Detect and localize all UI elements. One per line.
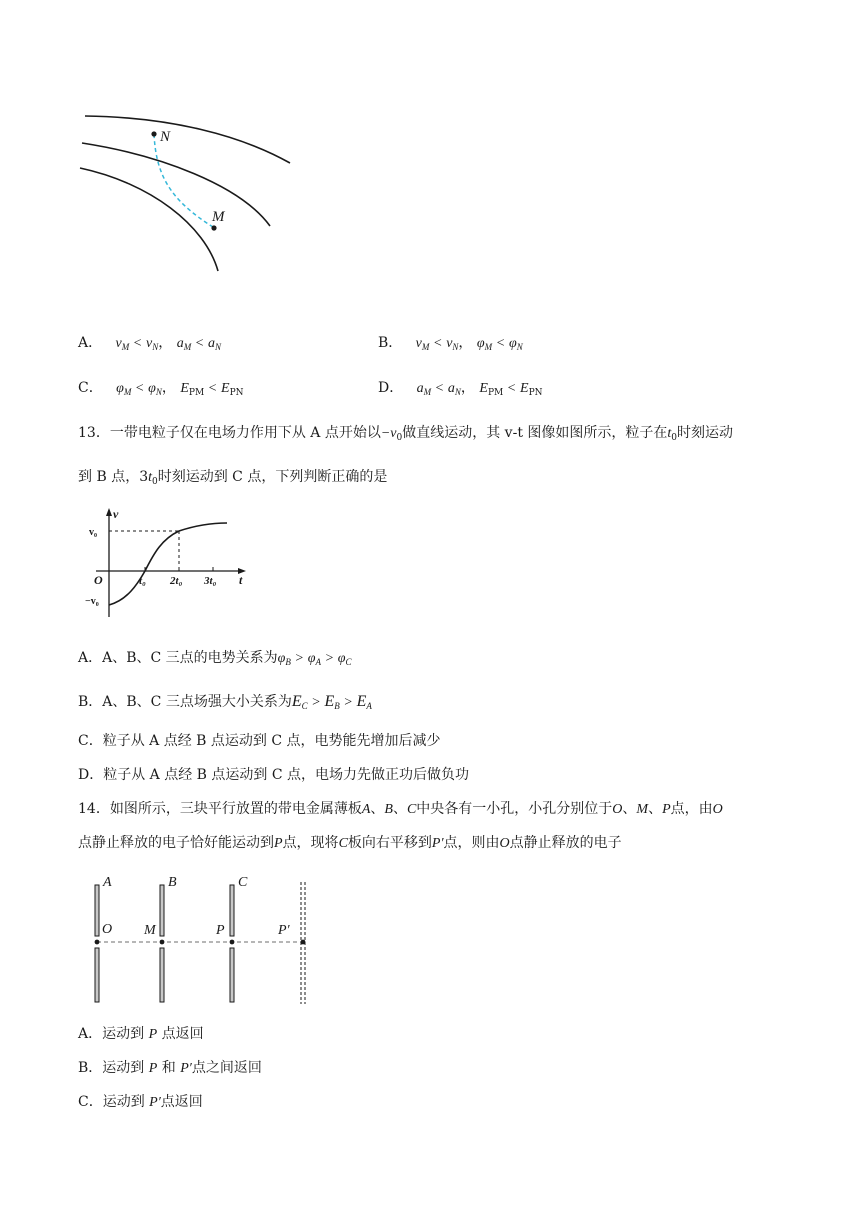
q14-option-b: B．运动到 P 和 P′点之间返回 xyxy=(78,1060,262,1076)
label-m: M xyxy=(212,209,225,225)
plate-a-top xyxy=(95,885,99,936)
q12-option-d: D． $a_M < a_N$， $E_{PM} < E_{PN}$ xyxy=(378,380,543,398)
tick-t0: t₀ xyxy=(139,575,146,587)
q12-option-a: A． $v_M < v_N$， $a_M < a_N$ xyxy=(78,335,222,352)
label-point-pp: P′ xyxy=(278,923,290,938)
label-point-m: M xyxy=(144,923,156,938)
q14-option-a: A．运动到 P 点返回 xyxy=(78,1026,204,1042)
label-plate-a: A xyxy=(103,875,112,890)
point-pp xyxy=(301,940,306,945)
q12-option-b: B． $v_M < v_N$， $\varphi_M < \varphi_N$ xyxy=(378,335,523,352)
q14-stem-line1: 14．如图所示，三块平行放置的带电金属薄板A、B、C中央各有一小孔，小孔分别位于O、M、P点，由O xyxy=(78,801,723,817)
q14-option-c: C．运动到 P′点返回 xyxy=(78,1094,203,1110)
label-point-p: P xyxy=(216,923,225,938)
tick-3t0: 3t₀ xyxy=(204,575,217,587)
field-line-outer xyxy=(85,116,290,163)
label-point-o: O xyxy=(102,922,113,937)
label-v-axis: v xyxy=(113,507,119,521)
q13-option-c: C．粒子从 A 点经 B 点运动到 C 点，电势能先增加后减少 xyxy=(78,733,441,749)
label-t-axis: t xyxy=(239,573,243,587)
label-n: N xyxy=(160,129,171,145)
q13-stem-line1: 13．一带电粒子仅在电场力作用下从 A 点开始以$-v_0$做直线运动，其 v-t 图像如图所示，粒子在$t_0$时刻运动 xyxy=(78,425,734,443)
vt-curve xyxy=(109,523,227,605)
field-lines-figure xyxy=(70,105,310,280)
vt-graph xyxy=(82,505,252,620)
plates-figure xyxy=(85,870,315,1010)
point-p xyxy=(230,940,235,945)
plate-b-bottom xyxy=(160,948,164,1002)
label-plate-b: B xyxy=(168,875,177,890)
tick-neg-v0: −v₀ xyxy=(85,596,99,607)
v-axis-arrow xyxy=(106,508,112,516)
label-plate-c: C xyxy=(238,875,248,890)
q13-option-a: A．A、B、C 三点的电势关系为$\varphi_B > \varphi_A > \varphi_C$ xyxy=(78,650,352,667)
plate-b-top xyxy=(160,885,164,936)
q13-stem-line2: 到 B 点，$3t_0$时刻运动到 C 点，下列判断正确的是 xyxy=(78,469,388,487)
field-line-middle xyxy=(82,143,270,226)
plate-c-top xyxy=(230,885,234,936)
tick-2t0: 2t₀ xyxy=(170,575,183,587)
point-o xyxy=(95,940,100,945)
field-line-inner xyxy=(80,168,218,271)
q12-option-c: C． $\varphi_M < \varphi_N$， $E_{PM} < E_{PN}$ xyxy=(78,380,244,398)
q13-option-d: D．粒子从 A 点经 B 点运动到 C 点，电场力先做正功后做负功 xyxy=(78,767,470,783)
point-m xyxy=(160,940,165,945)
q14-stem-line2: 点静止释放的电子恰好能运动到P点，现将C板向右平移到P′点，则由O点静止释放的电子 xyxy=(78,835,622,851)
point-m xyxy=(211,225,216,230)
trajectory-dashed xyxy=(154,134,213,227)
point-n xyxy=(151,131,156,136)
plate-c-bottom xyxy=(230,948,234,1002)
q13-option-b: B．A、B、C 三点场强大小关系为$E_C > E_B > E_A$ xyxy=(78,693,372,711)
tick-v0: v₀ xyxy=(89,527,97,538)
label-origin: O xyxy=(94,573,103,587)
plate-a-bottom xyxy=(95,948,99,1002)
